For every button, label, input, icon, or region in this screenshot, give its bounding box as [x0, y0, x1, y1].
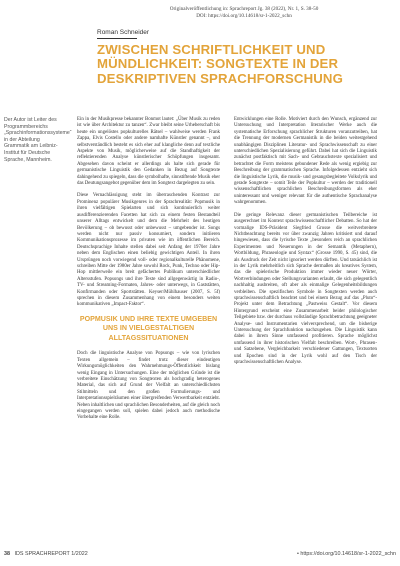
publication-header-source: Originalveröffentlichung in: Sprachreport Jg. 38 (2022), Nr. 1, S. 38-50: [169, 6, 319, 12]
page-number: 38: [4, 551, 10, 557]
footer-left: [4, 551, 88, 557]
page-footer: [4, 551, 396, 561]
footer-doi-link[interactable]: • https://doi.org/10.14618/sr-1-2022_schn: [297, 551, 396, 557]
body-paragraph: Doch die linguistische Analyse von Popsongs – wie von lyrischen Texten allgemein – findet trotz dieser eindeutigen Wirkungsmöglichkeiten den Wahrnehmungs-Öffentlichkeit bislang wenig Eingang in Untersuchungen. Eine der möglichen Gründe ist die verbreitete Einschätzung von Songtexten als hochgradig heterogenes Material, das sich auf Grund der Vielfalt an unterschiedlichsten Stilmitteln und den großen Formulierungs- und Interpretationsspielräumen einer übergreifenden Verwertbarkeit entzieht. Neben inhaltlichen und sprachlichen Besonderheiten, auf die gleich noch eingegangen werden soll, spielen dabei jedoch auch methodische Vorbehalte eine Rolle.: [77, 351, 221, 421]
author-note: Der Autor ist Leiter des Programmbereichs „Sprachinformationssysteme“ in der Abteilung Grammatik am Leibniz-Institut für Deutsche Sprache, Mannheim.: [4, 117, 72, 163]
publication-header-doi[interactable]: DOI: https://doi.org/10.14618/sr-1-2022_schn: [196, 13, 292, 19]
title-rule: [97, 38, 137, 39]
publication-header: [156, 6, 332, 20]
body-paragraph: Diese Vernachlässigung steht im überraschenden Kontrast zur Prominenz populärer Musikgenres in der Sprachrealität: Popmusik in ihren vielfältigen Spielarten und sich kontinuierlich weiter ausdifferenzierenden Facetten hat sich zu einem festen Bestandteil unserer Alltags entwickelt und dem die Mehrheit des heutigen Bevölkerung – ob bewusst oder unbewusst – umgebender ist. Songs werden nicht nur passiv konsumiert, sondern initiieren Kommunikationsprozesse im privaten wie im öffentlichen Bereich. Deutschsprachige Inhalte stellen dabei seit Anfang der 1970er Jahre neben dem Englischen einen beliebig gewichtigen Anteil. In ihren Ursprüngen noch vorwiegend voll- oder regionalkulturelle Phänomene, schreiben Mitte der 1980er Jahre sowohl Rock, Punk, Techno oder Hip-Hop mittlerweile ein breit gefächertes Publikum unterschiedlicher Altersstufen. Popsongs und ihre Texte sind allgegenwärtig in Radio-, TV- und Streaming-Formaten, Jahres- oder unterwegs, in Gaststätten, Konfirmanden oder Sportstätten. Keyser/Mühlhauser (2007, S. 5f) sprechen in diesem Zusammenhang von einem besonders weiten kommunikativen „Impact-Faktor“.: [77, 193, 220, 308]
body-column-left: [77, 117, 220, 428]
author-name: Roman Schneider: [97, 29, 150, 36]
article-title: ZWISCHEN SCHRIFTLICHKEIT UND MÜNDLICHKEIT: SONGTEXTE IN DER DESKRIPTIVEN SPRACHFORSCHUNG: [97, 42, 343, 86]
journal-name: IDS SPRACHREPORT 1/2022: [14, 551, 88, 557]
body-paragraph: Die geringe Relevanz dieser germanistischen Teilbereiche ist ausgerechnet im Kontext sprachwissenschaftlicher Debatten. So hat der vormalige IDS-Präsident Siegfried Grosse die weitverbreitete Nichtbeachtung bereits vor über zwanzig Jahren kritisiert und darauf hingewiesen, dass die lyrische Texte „besonders reich an sprachlichen Experimenten und Neuerungen in der Semantik (Metaphern), Wortbildung, Phraseologie und Syntax“ (Grosse 1990, S. 45) sind, die als Ausdruck der Zeit nicht ignoriert werden dürften. Und tatsächlich ist in der Lyrik mehrheitlich sich Sprache dermaßen als kreatives System, das die spielerische Produktion immer wieder neuer Wörter, Wortverbindungen oder Stellungsvarianten erlaubt, die sich gelegentlich nachhaltig ausbreiten, oft aber als einmalige Gelegenheitsbildungen verbleiben. Die spezifischen Symbole in Songtexten werden auch sprachwissenschaftlich beachtet und bei einem Bezug auf das „Pluto“-Projekt unter dem Betrachtung „Pastweiss Gestalt“. Vor diesem Hintergrund erscheint eine Zusammenarbeit beider philologischer Teilgebiete bzw. der durchaus vollständige Sprachbetrachtung geeigneter Analyse- und Instrumentarien vielversprechend, um die bisherige Untersuchung der Sprachfunktion nachzugehen. Die Linguistik kann dabei in ihrem Sinne umfassend profitieren. Sprache möglichst umfassend in ihrer historischen Vielfalt beschreiben. Wort-, Phrasen- und Satzebene, Vergleichbarkeit verschiedener Gattungen, Textsorten und Epochen sind in der Lyrik wohl auf den Tisch der sprachwissenschaftlichen Analyse.: [234, 212, 377, 366]
pull-quote: POPMUSIK UND IHRE TEXTE UMGEBEN UNS IN VIELGESTALTIGEN ALLTAGSSITUATIONEN: [79, 314, 218, 342]
body-paragraph: Entwicklungen eine Rolle. Motiviert durch den Wunsch, ergänzend zur Untersuchung und Interpretation literarischer Werke auch die systematische Erforschung sprachlicher Strukturen voranzutreiben, hat die Trennung der modernen Germanistik in die beiden weitestgehend unabhängigen Disziplinen Literatur- und Sprachwissenschaft zu einer unterschiedlichen Spezialisierung geführt. Dabei hat sich die Linguistik zunächst postfaktisch mit Sach- und Gebrauchstexte spezialisiert und betrachtet die Form meistens gebundener Rede als wenig ergiebig zur Beschreibung der grammatischen Sprache. Infolgedessen entzieht sich die linguistische Lyrik, die musik- und gesangsbegleitete Volkslyrik und gerade Songtexte – somit Teile der Popkultur – werden der traditionell wissenschaftlichen sprachlichen Beschreibungsformen als eher uninteressant und weniger relevant für die authentische Sprachanalyse wahrgenommen.: [234, 117, 377, 206]
body-paragraph: Ein in der Musikpresse bekannter Bonmot lautet: „Über Musik zu reden ist wie über Architektur zu tanzen“. Zwar bleibt seine Urheberschaft bis heute ein ungelöstes popkulturelles Rätsel – wahlweise werden Frank Zappa, Elvis Costello oder andere namhafte Künstler genannt –, und selbstverständlich besteht es sich eher auf klangliche denn auf textliche Aspekte von Musik, möglicherweise auf die Standhaftigkeit der reflektierenden Analyse künstlerischer Schöpfungen insgesamt. Abgesehen davon scheint er allerdings als halte sich gerade für germanistische Linguistik den Gedanken in Bezug auf Songtexte dahingehend zu spiegeln, dass die symbolhafte, sinnstiftende Musik eher das Deutungsangebot gegenüber dem im Songtext dargelegten zu sein.: [77, 117, 220, 187]
body-column-right: [234, 117, 377, 372]
